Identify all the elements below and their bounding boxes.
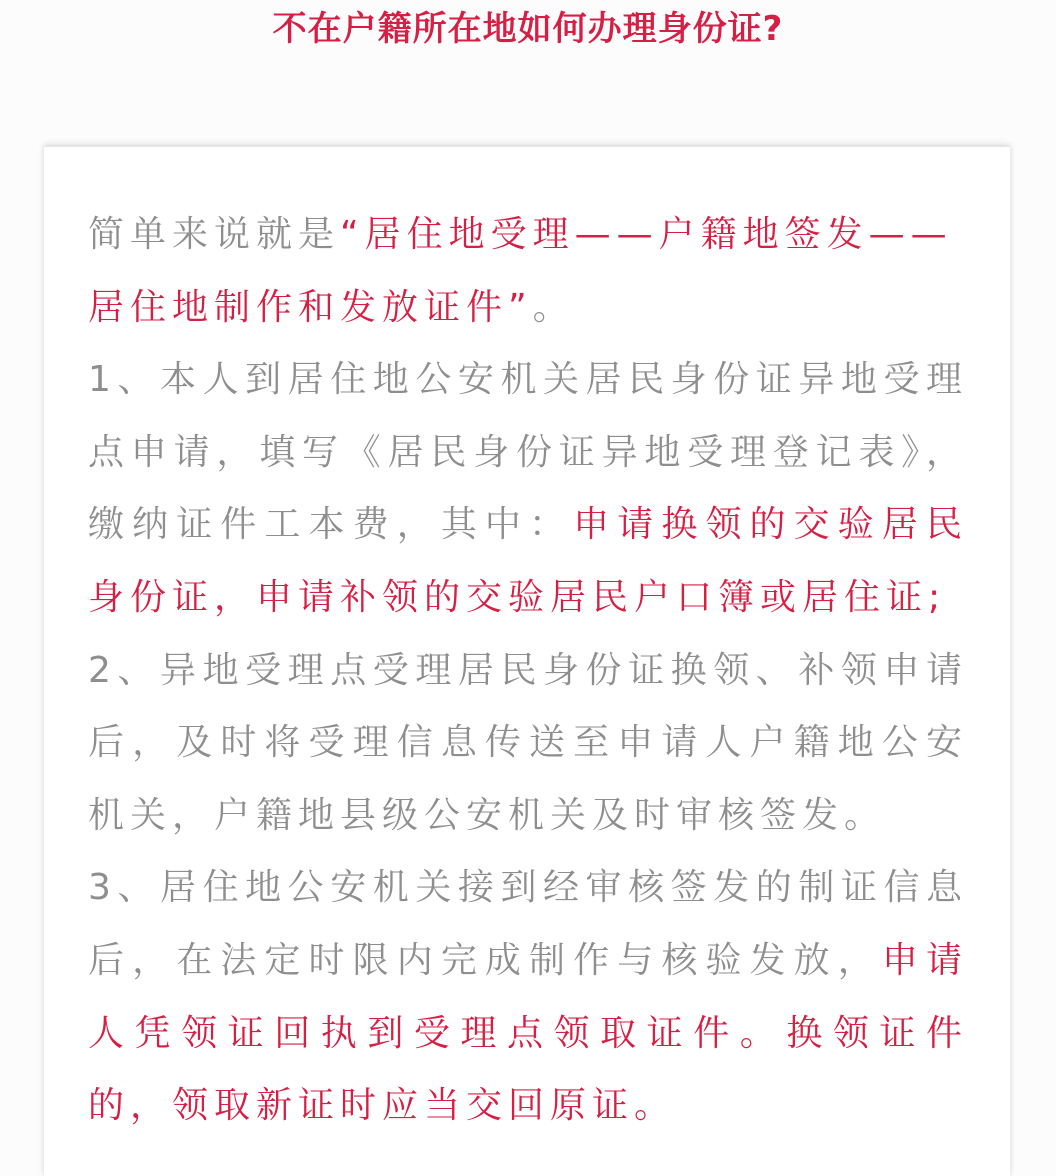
step-3-highlight: 申请人凭领证回执到受理点领取证件。换领证件的，领取新证时应当交回原证。 bbox=[88, 939, 968, 1127]
step-2-paragraph bbox=[88, 635, 968, 853]
summary-period: 。 bbox=[532, 286, 575, 328]
step-3-text: 3、居住地公安机关接到经审核签发的制证信息后，在法定时限内完成制作与核验发放， bbox=[88, 867, 968, 981]
summary-intro: 简单来说就是 bbox=[88, 214, 341, 255]
content-card bbox=[44, 146, 1010, 1176]
article-body bbox=[88, 199, 968, 1143]
step-1-text: 1、本人到居住地公安机关居民身份证异地受理点申请，填写《居民身份证异地受理登记表》，缴纳证件工本费，其中： bbox=[88, 359, 968, 546]
summary-paragraph bbox=[88, 199, 968, 344]
step-1-paragraph bbox=[88, 344, 968, 634]
page-title: 不在户籍所在地如何办理身份证? bbox=[272, 9, 784, 49]
step-1-highlight: 申请换领的交验居民身份证，申请补领的交验居民户口簿或居住证; bbox=[88, 504, 968, 618]
step-3-paragraph bbox=[88, 852, 968, 1142]
summary-highlight: “居住地受理——户籍地签发——居住地制作和发放证件” bbox=[88, 214, 953, 328]
step-2-text: 2、异地受理点受理居民身份证换领、补领申请后，及时将受理信息传送至申请人户籍地公安机关，户籍地县级公安机关及时审核签发。 bbox=[88, 649, 968, 836]
